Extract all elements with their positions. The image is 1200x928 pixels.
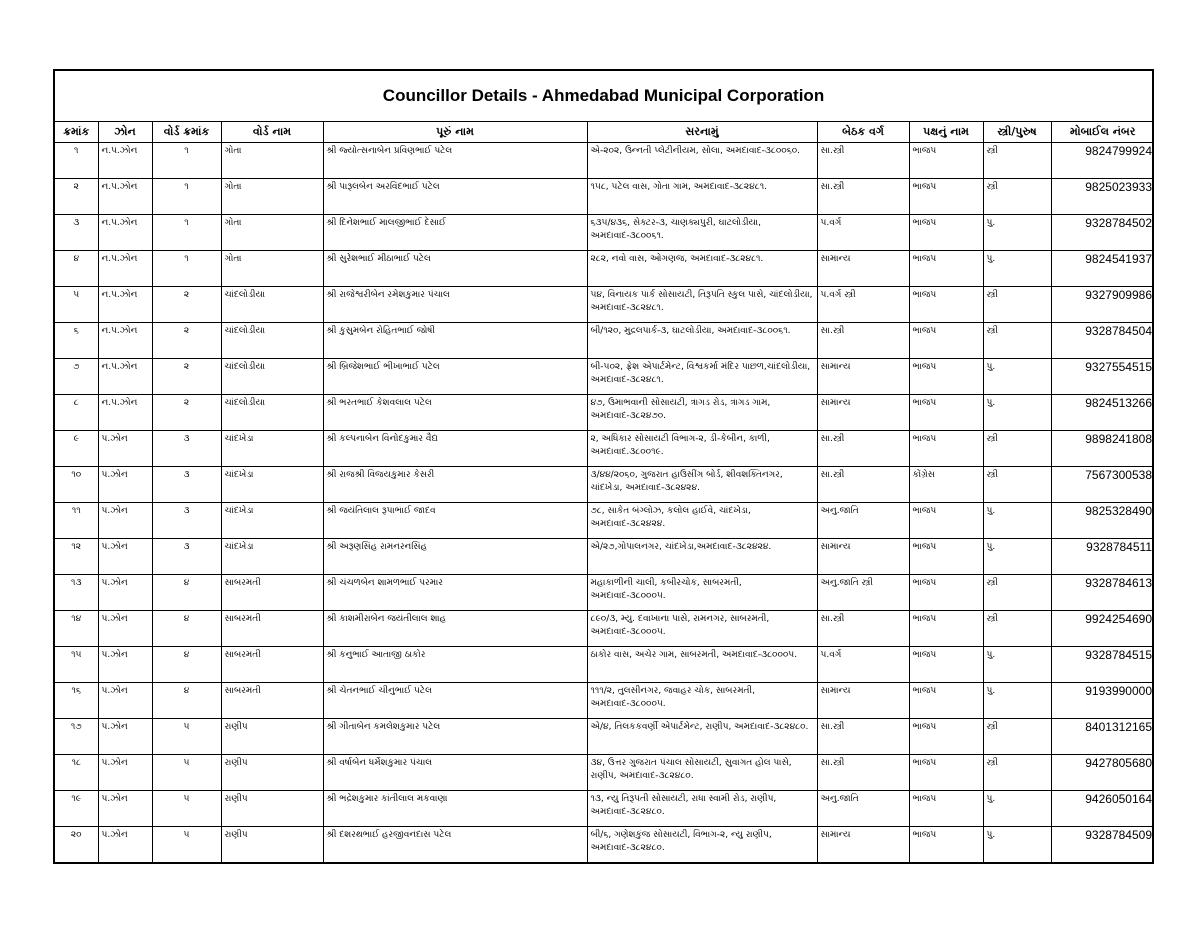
cell-seat-category: સામાન્ય [817, 395, 909, 431]
cell-mobile: 9924254690 [1051, 611, 1154, 647]
cell-seat-category: સામાન્ય [817, 683, 909, 719]
table-row [55, 647, 1154, 683]
header-row [55, 122, 1154, 143]
councillor-sheet [53, 69, 1154, 864]
cell-full-name: શ્રી અરૂણસિંહ રામનરનસિંહ [323, 539, 587, 575]
cell-serial: ૬ [55, 323, 98, 359]
cell-address: બી/૧૨૦, મુદ્રલપાર્ક-૩, ઘાટલોડીયા, અમદાવાદ-૩૮૦૦૬૧. [587, 323, 817, 359]
table-row [55, 179, 1154, 215]
cell-full-name: શ્રી જ્યોત્સનાબેન પ્રવિણભાઈ પટેલ [323, 143, 587, 179]
cell-party: ભાજપ [909, 539, 983, 575]
cell-ward-name: રાણીપ [221, 827, 323, 863]
cell-party: ભાજપ [909, 503, 983, 539]
cell-mobile: 9824513266 [1051, 395, 1154, 431]
cell-mobile: 9426050164 [1051, 791, 1154, 827]
cell-gender: સ્ત્રી [983, 575, 1051, 611]
table-row [55, 611, 1154, 647]
cell-seat-category: સા.સ્ત્રી [817, 611, 909, 647]
cell-ward-number: ૩ [152, 539, 221, 575]
cell-ward-name: ગોતા [221, 179, 323, 215]
cell-serial: ૭ [55, 359, 98, 395]
councillor-table [55, 122, 1154, 862]
cell-ward-name: સાબરમતી [221, 575, 323, 611]
cell-mobile: 9328784509 [1051, 827, 1154, 863]
cell-address: ઠાકોર વાસ, અચેર ગામ, સાબરમતી, અમદાવાદ-૩૮૦૦૦૫. [587, 647, 817, 683]
cell-gender: પુ. [983, 359, 1051, 395]
cell-mobile: 9328784504 [1051, 323, 1154, 359]
cell-ward-number: ૩ [152, 503, 221, 539]
cell-party: ભાજપ [909, 179, 983, 215]
cell-address: એ/૨૭,ગોપાલનગર, ચાંદખેડા,અમદાવાદ-૩૮૨૪૨૪. [587, 539, 817, 575]
cell-full-name: શ્રી ભરતભાઈ કેશવલાલ પટેલ [323, 395, 587, 431]
table-row [55, 251, 1154, 287]
cell-party: ભાજપ [909, 719, 983, 755]
column-header-ward-number: વોર્ડ ક્રમાંક [152, 122, 221, 143]
cell-mobile: 9824541937 [1051, 251, 1154, 287]
cell-gender: પુ. [983, 539, 1051, 575]
cell-full-name: શ્રી ભદ્રેશકુમાર કાંતીલાલ મકવાણા [323, 791, 587, 827]
cell-zone: પ.ઝોન [98, 683, 152, 719]
cell-full-name: શ્રી દશરથભાઈ હરજીવનદાસ પટેલ [323, 827, 587, 863]
cell-full-name: શ્રી ગીતાબેન કમલેશકુમાર પટેલ [323, 719, 587, 755]
cell-seat-category: અનુ.જાતિ [817, 503, 909, 539]
cell-address: ૧૩, ન્યુ તિરૂપતી સોસાયટી, રાધા સ્વામી રોડ, રાણીપ, અમદાવાદ-૩૮૨૪૮૦. [587, 791, 817, 827]
cell-address: એ/૪, તિલકકવર્ણી એપાર્ટમેન્ટ, રાણીપ, અમદાવાદ-૩૮૨૪૮૦. [587, 719, 817, 755]
cell-zone: ન.પ.ઝોન [98, 251, 152, 287]
cell-ward-name: ગોતા [221, 251, 323, 287]
cell-serial: ૧૨ [55, 539, 98, 575]
cell-gender: સ્ત્રી [983, 323, 1051, 359]
table-row [55, 539, 1154, 575]
cell-serial: ૨૦ [55, 827, 98, 863]
cell-zone: ન.પ.ઝોન [98, 323, 152, 359]
cell-serial: ૨ [55, 179, 98, 215]
cell-seat-category: સામાન્ય [817, 539, 909, 575]
cell-ward-name: ગોતા [221, 215, 323, 251]
cell-ward-name: ચાંદખેડા [221, 503, 323, 539]
cell-serial: ૮ [55, 395, 98, 431]
cell-mobile: 9328784511 [1051, 539, 1154, 575]
cell-mobile: 9825023933 [1051, 179, 1154, 215]
cell-mobile: 8401312165 [1051, 719, 1154, 755]
column-header-mobile: મોબાઈલ નંબર [1051, 122, 1154, 143]
cell-zone: પ.ઝોન [98, 791, 152, 827]
table-row [55, 215, 1154, 251]
column-header-full-name: પૂરું નામ [323, 122, 587, 143]
cell-ward-name: ચાંદલોડીયા [221, 287, 323, 323]
cell-full-name: શ્રી રાજશ્રી વિજયકુમાર કેસરી [323, 467, 587, 503]
cell-ward-name: ગોતા [221, 143, 323, 179]
cell-zone: પ.ઝોન [98, 503, 152, 539]
cell-gender: પુ. [983, 395, 1051, 431]
cell-zone: ન.પ.ઝોન [98, 179, 152, 215]
table-row [55, 755, 1154, 791]
cell-address: બી-૫૦૨, ફ્રેશ એપાર્ટમેન્ટ, વિશ્વકર્મા મંદિર પાછળ,ચાંદલોડીયા, અમદાવાદ-૩૮૨૪૮૧. [587, 359, 817, 395]
cell-gender: પુ. [983, 791, 1051, 827]
cell-gender: સ્ત્રી [983, 287, 1051, 323]
title-bar [55, 71, 1152, 122]
cell-ward-name: ચાંદલોડીયા [221, 395, 323, 431]
column-header-serial: ક્રમાંક [55, 122, 98, 143]
cell-party: ભાજપ [909, 575, 983, 611]
cell-full-name: શ્રી રાજેશ્વરીબેન રમેશકુમાર પંચાલ [323, 287, 587, 323]
cell-party: ભાજપ [909, 323, 983, 359]
table-row [55, 719, 1154, 755]
cell-full-name: શ્રી કનુભાઈ આતાજી ઠાકોર [323, 647, 587, 683]
cell-full-name: શ્રી જયંતિલાલ રૂપાભાઈ જાદવ [323, 503, 587, 539]
cell-party: કોંગ્રેસ [909, 467, 983, 503]
cell-zone: પ.ઝોન [98, 539, 152, 575]
cell-zone: પ.ઝોન [98, 575, 152, 611]
cell-full-name: શ્રી પારૂલબેન અરવિંદભાઈ પટેલ [323, 179, 587, 215]
table-row [55, 359, 1154, 395]
cell-ward-name: રાણીપ [221, 791, 323, 827]
cell-seat-category: પ.વર્ગ [817, 647, 909, 683]
cell-zone: ન.પ.ઝોન [98, 287, 152, 323]
cell-gender: સ્ત્રી [983, 179, 1051, 215]
cell-zone: ન.પ.ઝોન [98, 215, 152, 251]
cell-ward-number: ૧ [152, 143, 221, 179]
cell-address: ૧૫૮, પટેલ વાસ, ગોતા ગામ, અમદાવાદ-૩૮૨૪૮૧. [587, 179, 817, 215]
table-row [55, 683, 1154, 719]
table-row [55, 143, 1154, 179]
cell-ward-number: ૪ [152, 575, 221, 611]
cell-serial: ૧૬ [55, 683, 98, 719]
cell-full-name: શ્રી દિનેશભાઈ માલજીભાઈ દેસાઈ [323, 215, 587, 251]
cell-address: ૨૮૨, નવો વાસ, ઓગણજ, અમદાવાદ-૩૮૨૪૮૧. [587, 251, 817, 287]
cell-serial: ૧ [55, 143, 98, 179]
cell-serial: ૧૭ [55, 719, 98, 755]
cell-ward-number: ૧ [152, 179, 221, 215]
cell-ward-number: ૩ [152, 431, 221, 467]
cell-party: ભાજપ [909, 431, 983, 467]
cell-ward-name: ચાંદખેડા [221, 431, 323, 467]
cell-mobile: 7567300538 [1051, 467, 1154, 503]
cell-party: ભાજપ [909, 215, 983, 251]
cell-full-name: શ્રી કાશમીરાબેન જયંતીલાલ શાહ [323, 611, 587, 647]
cell-ward-number: ૨ [152, 323, 221, 359]
cell-party: ભાજપ [909, 683, 983, 719]
cell-mobile: 9898241808 [1051, 431, 1154, 467]
column-header-party: પક્ષનું નામ [909, 122, 983, 143]
cell-full-name: શ્રી ચંચળબેન શામળભાઈ પરમાર [323, 575, 587, 611]
cell-mobile: 9327554515 [1051, 359, 1154, 395]
cell-ward-number: ૪ [152, 647, 221, 683]
cell-party: ભાજપ [909, 395, 983, 431]
cell-ward-number: ૩ [152, 467, 221, 503]
table-body [55, 143, 1154, 863]
cell-serial: ૧૦ [55, 467, 98, 503]
cell-full-name: શ્રી સુરેશભાઈ મીઠાભાઈ પટેલ [323, 251, 587, 287]
table-row [55, 575, 1154, 611]
cell-ward-name: રાણીપ [221, 719, 323, 755]
column-header-address: સરનામું [587, 122, 817, 143]
cell-seat-category: સા.સ્ત્રી [817, 755, 909, 791]
column-header-ward-name: વોર્ડ નામ [221, 122, 323, 143]
cell-ward-name: ચાંદલોડીયા [221, 323, 323, 359]
cell-seat-category: સા.સ્ત્રી [817, 323, 909, 359]
cell-address: ૧૧૧/૨, તુલસીનગર, જવાહર ચોક, સાબરમતી, અમદાવાદ-૩૮૦૦૦૫. [587, 683, 817, 719]
table-row [55, 287, 1154, 323]
cell-serial: ૧૩ [55, 575, 98, 611]
table-row [55, 323, 1154, 359]
cell-ward-name: ચાંદલોડીયા [221, 359, 323, 395]
table-row [55, 395, 1154, 431]
cell-serial: ૧૪ [55, 611, 98, 647]
cell-serial: ૧૮ [55, 755, 98, 791]
cell-gender: સ્ત્રી [983, 467, 1051, 503]
cell-party: ભાજપ [909, 359, 983, 395]
cell-seat-category: પ.વર્ગ [817, 215, 909, 251]
cell-address: ૮૯૦/૩, મ્યુ. દવાખાના પાસે, રામનગર, સાબરમતી, અમદાવાદ-૩૮૦૦૦૫. [587, 611, 817, 647]
cell-gender: સ્ત્રી [983, 719, 1051, 755]
cell-party: ભાજપ [909, 287, 983, 323]
cell-zone: પ.ઝોન [98, 719, 152, 755]
cell-seat-category: સા.સ્ત્રી [817, 179, 909, 215]
cell-mobile: 9328784515 [1051, 647, 1154, 683]
cell-seat-category: સામાન્ય [817, 827, 909, 863]
cell-zone: પ.ઝોન [98, 431, 152, 467]
cell-ward-number: ૧ [152, 215, 221, 251]
table-row [55, 431, 1154, 467]
cell-full-name: શ્રી કલ્પનાબેન વિનોદકુમાર વૈદ્ય [323, 431, 587, 467]
cell-address: બી/૬, ગણેશકુંજ સોસાયટી, વિભાગ-૨, ન્યુ રાણીપ, અમદાવાદ-૩૮૨૪૮૦. [587, 827, 817, 863]
cell-seat-category: અનુ.જાતિ [817, 791, 909, 827]
cell-ward-name: સાબરમતી [221, 647, 323, 683]
cell-gender: સ્ત્રી [983, 431, 1051, 467]
cell-zone: પ.ઝોન [98, 611, 152, 647]
cell-party: ભાજપ [909, 755, 983, 791]
cell-ward-name: સાબરમતી [221, 611, 323, 647]
cell-zone: પ.ઝોન [98, 755, 152, 791]
table-header [55, 122, 1154, 143]
cell-zone: પ.ઝોન [98, 467, 152, 503]
cell-ward-number: ૫ [152, 755, 221, 791]
cell-ward-name: ચાંદખેડા [221, 467, 323, 503]
cell-gender: સ્ત્રી [983, 143, 1051, 179]
cell-gender: પુ. [983, 827, 1051, 863]
cell-address: ૩૪, ઉત્તર ગુજરાત પંચાલ સોસાયટી, સુવાગત હોલ પાસે, રાણીપ, અમદાવાદ-૩૮૨૪૮૦. [587, 755, 817, 791]
cell-zone: પ.ઝોન [98, 827, 152, 863]
cell-address: મહાકાળીની ચાલી, કબીરચોક, સાબરમતી, અમદાવાદ-૩૮૦૦૦૫. [587, 575, 817, 611]
cell-address: ૨, અધિકાર સોસાયટી વિભાગ-૨, ડી-કેબીન, કાળી, અમદાવાદ.૩૮૦૦૧૯. [587, 431, 817, 467]
cell-mobile: 9328784613 [1051, 575, 1154, 611]
cell-mobile: 9327909986 [1051, 287, 1154, 323]
cell-ward-number: ૫ [152, 827, 221, 863]
cell-ward-number: ૪ [152, 683, 221, 719]
cell-address: એ-૨૦૨, ઉન્નતી પ્લેટીનીયમ, સોલા, અમદાવાદ-૩૮૦૦૬૦. [587, 143, 817, 179]
cell-ward-number: ૫ [152, 791, 221, 827]
cell-gender: પુ. [983, 683, 1051, 719]
cell-address: ૩/૪૪/૨૦૬૦, ગુજરાત હાઉસીંગ બોર્ડ, શીવશક્તિનગર, ચાંદખેડા, અમદાવાદ-૩૮૨૪૨૪. [587, 467, 817, 503]
cell-address: ૪૭, ઉમાભવાની સોસાયટી, ત્રાગડ રોડ, ત્રાગડ ગામ, અમદાવાદ-૩૮૨૪૭૦. [587, 395, 817, 431]
cell-seat-category: સા.સ્ત્રી [817, 431, 909, 467]
cell-seat-category: સામાન્ય [817, 359, 909, 395]
cell-full-name: શ્રી ચેતનભાઈ ચીનુભાઈ પટેલ [323, 683, 587, 719]
cell-party: ભાજપ [909, 791, 983, 827]
cell-ward-name: ચાંદખેડા [221, 539, 323, 575]
cell-serial: ૧૯ [55, 791, 98, 827]
cell-address: ૬૩૫/૪૩૬, સેક્ટર-૩, ચાણક્યપુરી, ઘાટલોડીયા, અમદાવાદ-૩૮૦૦૬૧. [587, 215, 817, 251]
cell-serial: ૧૧ [55, 503, 98, 539]
cell-mobile: 9825328490 [1051, 503, 1154, 539]
cell-zone: ન.પ.ઝોન [98, 395, 152, 431]
cell-party: ભાજપ [909, 827, 983, 863]
cell-gender: પુ. [983, 215, 1051, 251]
cell-ward-number: ૨ [152, 395, 221, 431]
cell-zone: ન.પ.ઝોન [98, 143, 152, 179]
cell-full-name: શ્રી કુસુમબેન રોહિતભાઈ જોષી [323, 323, 587, 359]
column-header-gender: સ્ત્રી/પુરુષ [983, 122, 1051, 143]
cell-serial: ૪ [55, 251, 98, 287]
cell-ward-name: સાબરમતી [221, 683, 323, 719]
table-row [55, 791, 1154, 827]
cell-gender: પુ. [983, 647, 1051, 683]
cell-party: ભાજપ [909, 647, 983, 683]
cell-full-name: શ્રી બ્રિજેશભાઈ ભીખાભાઈ પટેલ [323, 359, 587, 395]
cell-party: ભાજપ [909, 611, 983, 647]
table-row [55, 827, 1154, 863]
cell-address: ૭૮, સાકેત બંગ્લોઝ, કલોલ હાઈવે, ચાંદખેડા, અમદાવાદ-૩૮૨૪૨૪. [587, 503, 817, 539]
cell-seat-category: સા.સ્ત્રી [817, 467, 909, 503]
cell-party: ભાજપ [909, 251, 983, 287]
cell-serial: ૯ [55, 431, 98, 467]
cell-address: ૫૪, વિનાયક પાર્ક સોસાયટી, તિરૂપતિ સ્કુલ પાસે, ચાંદલોડીયા, અમદાવાદ-૩૮૨૪૮૧. [587, 287, 817, 323]
cell-mobile: 9328784502 [1051, 215, 1154, 251]
cell-mobile: 9427805680 [1051, 755, 1154, 791]
cell-serial: ૩ [55, 215, 98, 251]
cell-seat-category: અનુ.જાતિ સ્ત્રી [817, 575, 909, 611]
cell-seat-category: સા.સ્ત્રી [817, 143, 909, 179]
cell-ward-number: ૨ [152, 287, 221, 323]
cell-party: ભાજપ [909, 143, 983, 179]
page-title: Councillor Details - Ahmedabad Municipal Corporation [382, 86, 825, 105]
cell-seat-category: પ.વર્ગ સ્ત્રી [817, 287, 909, 323]
table-row [55, 467, 1154, 503]
table-row [55, 503, 1154, 539]
cell-mobile: 9824799924 [1051, 143, 1154, 179]
cell-gender: સ્ત્રી [983, 611, 1051, 647]
cell-serial: ૫ [55, 287, 98, 323]
cell-ward-number: ૪ [152, 611, 221, 647]
cell-ward-number: ૨ [152, 359, 221, 395]
cell-ward-number: ૧ [152, 251, 221, 287]
cell-mobile: 9193990000 [1051, 683, 1154, 719]
cell-gender: પુ. [983, 251, 1051, 287]
cell-gender: પુ. [983, 503, 1051, 539]
column-header-zone: ઝોન [98, 122, 152, 143]
column-header-seat-category: બેઠક વર્ગ [817, 122, 909, 143]
cell-zone: પ.ઝોન [98, 647, 152, 683]
cell-gender: સ્ત્રી [983, 755, 1051, 791]
cell-zone: ન.પ.ઝોન [98, 359, 152, 395]
cell-seat-category: સામાન્ય [817, 251, 909, 287]
cell-ward-number: ૫ [152, 719, 221, 755]
cell-full-name: શ્રી વર્ષાબેન ધર્મેશકુમાર પંચાલ [323, 755, 587, 791]
cell-seat-category: સા.સ્ત્રી [817, 719, 909, 755]
cell-serial: ૧૫ [55, 647, 98, 683]
cell-ward-name: રાણીપ [221, 755, 323, 791]
